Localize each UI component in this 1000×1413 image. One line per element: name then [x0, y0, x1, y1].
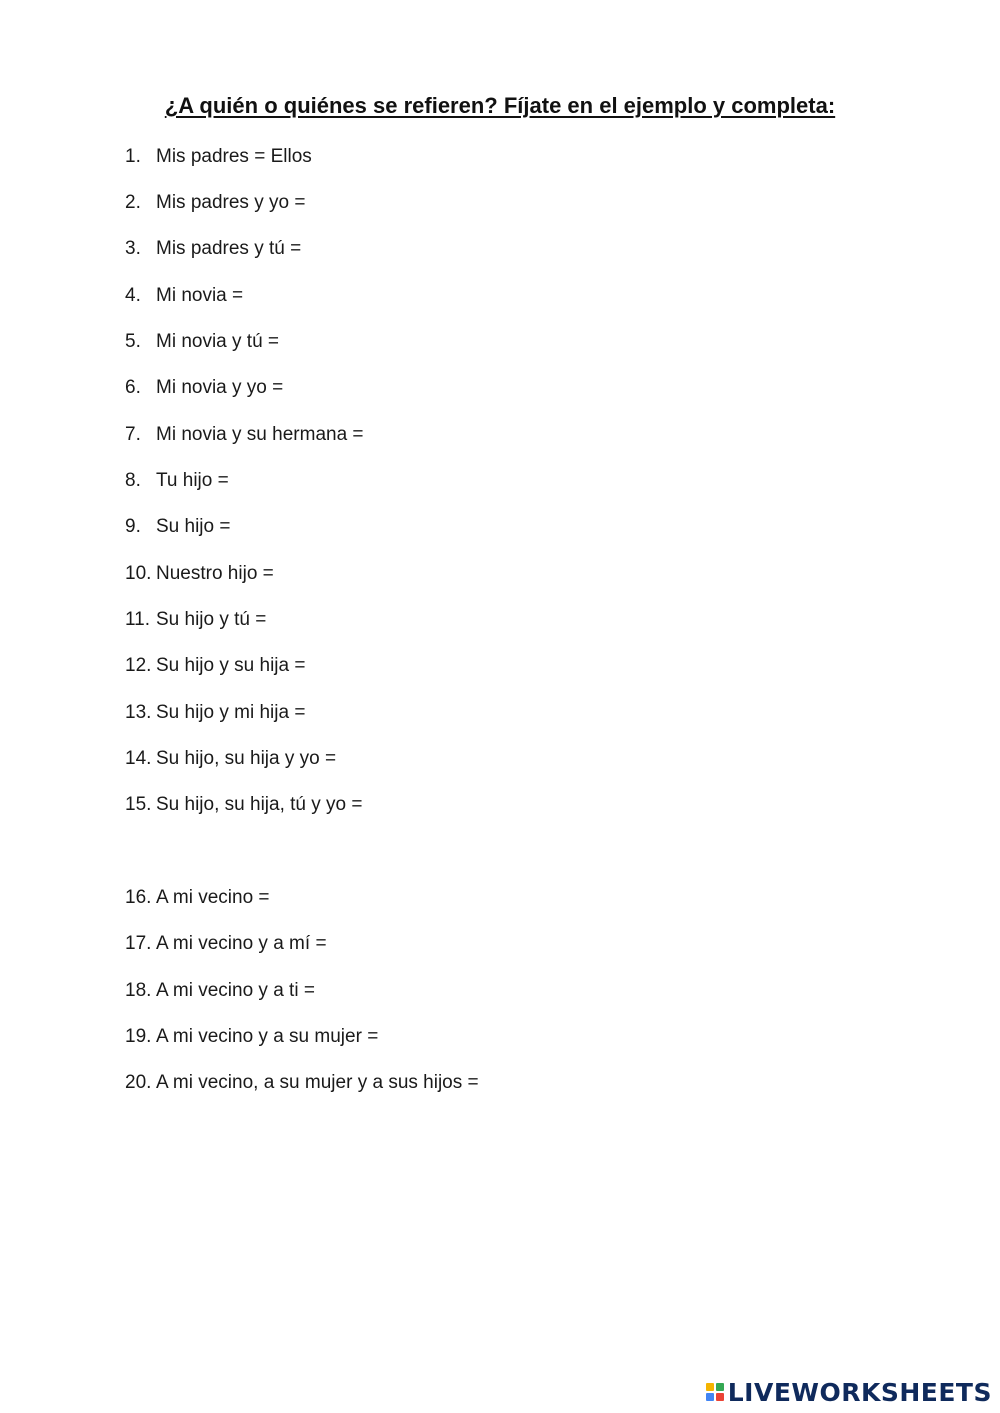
- item-number: 4.: [125, 285, 141, 306]
- logo-square: [706, 1393, 714, 1401]
- list-item: [125, 608, 266, 632]
- item-text: Su hijo =: [156, 516, 231, 537]
- item-number: 8.: [125, 470, 141, 491]
- list-item: [125, 191, 305, 215]
- list-item: [125, 886, 270, 910]
- list-item: [125, 654, 305, 678]
- logo-square: [706, 1383, 714, 1391]
- item-text: Tu hijo =: [156, 470, 229, 491]
- item-number: 12.: [125, 655, 152, 676]
- logo-square: [716, 1383, 724, 1391]
- list-item: [125, 423, 364, 447]
- item-number: 18.: [125, 980, 152, 1001]
- item-text: Su hijo y mi hija =: [156, 702, 306, 723]
- item-number: 6.: [125, 377, 141, 398]
- list-item: [125, 376, 283, 400]
- item-number: 20.: [125, 1072, 152, 1093]
- item-text: A mi vecino =: [156, 887, 270, 908]
- item-text: A mi vecino y a ti =: [156, 980, 315, 1001]
- logo-square: [716, 1393, 724, 1401]
- item-text: A mi vecino y a mí =: [156, 933, 327, 954]
- list-item: [125, 747, 336, 771]
- item-number: 2.: [125, 192, 141, 213]
- item-number: 10.: [125, 563, 152, 584]
- item-number: 19.: [125, 1026, 152, 1047]
- item-text: Nuestro hijo =: [156, 563, 274, 584]
- list-item: [125, 284, 243, 308]
- list-item: [125, 1071, 479, 1095]
- item-text: Su hijo, su hija y yo =: [156, 748, 337, 769]
- item-text: Mi novia =: [156, 285, 244, 306]
- list-item: [125, 932, 327, 956]
- item-number: 7.: [125, 424, 141, 445]
- list-item: [125, 469, 229, 493]
- list-item: [125, 793, 362, 817]
- item-text: A mi vecino y a su mujer =: [156, 1026, 379, 1047]
- liveworksheets-logo-icon: [706, 1383, 724, 1401]
- item-number: 17.: [125, 933, 152, 954]
- item-text: Mi novia y yo =: [156, 377, 284, 398]
- item-number: 11.: [125, 609, 151, 630]
- list-item: [125, 1025, 378, 1049]
- list-item: [125, 562, 274, 586]
- item-number: 1.: [125, 146, 141, 167]
- item-number: 5.: [125, 331, 141, 352]
- item-text: A mi vecino, a su mujer y a sus hijos =: [156, 1072, 479, 1093]
- item-text: Mis padres y tú =: [156, 238, 302, 259]
- item-number: 13.: [125, 702, 152, 723]
- item-text: Mi novia y tú =: [156, 331, 280, 352]
- item-text: Su hijo, su hija, tú y yo =: [156, 794, 363, 815]
- list-item: [125, 515, 230, 539]
- item-number: 15.: [125, 794, 152, 815]
- list-item: [125, 145, 312, 169]
- item-text: Mis padres = Ellos: [156, 146, 312, 167]
- item-number: 9.: [125, 516, 141, 537]
- list-item: [125, 701, 305, 725]
- item-number: 3.: [125, 238, 141, 259]
- logo-text: LIVEWORKSHEETS: [727, 1377, 992, 1407]
- liveworksheets-logo: [706, 1379, 992, 1405]
- item-text: Mi novia y su hermana =: [156, 424, 364, 445]
- list-item: [125, 237, 301, 261]
- item-number: 14.: [125, 748, 152, 769]
- item-text: Mis padres y yo =: [156, 192, 306, 213]
- item-text: Su hijo y tú =: [156, 609, 267, 630]
- worksheet-title: ¿A quién o quiénes se refieren? Fíjate en el ejemplo y completa:: [164, 93, 836, 118]
- item-text: Su hijo y su hija =: [156, 655, 306, 676]
- item-number: 16.: [125, 887, 152, 908]
- list-item: [125, 330, 279, 354]
- list-item: [125, 979, 315, 1003]
